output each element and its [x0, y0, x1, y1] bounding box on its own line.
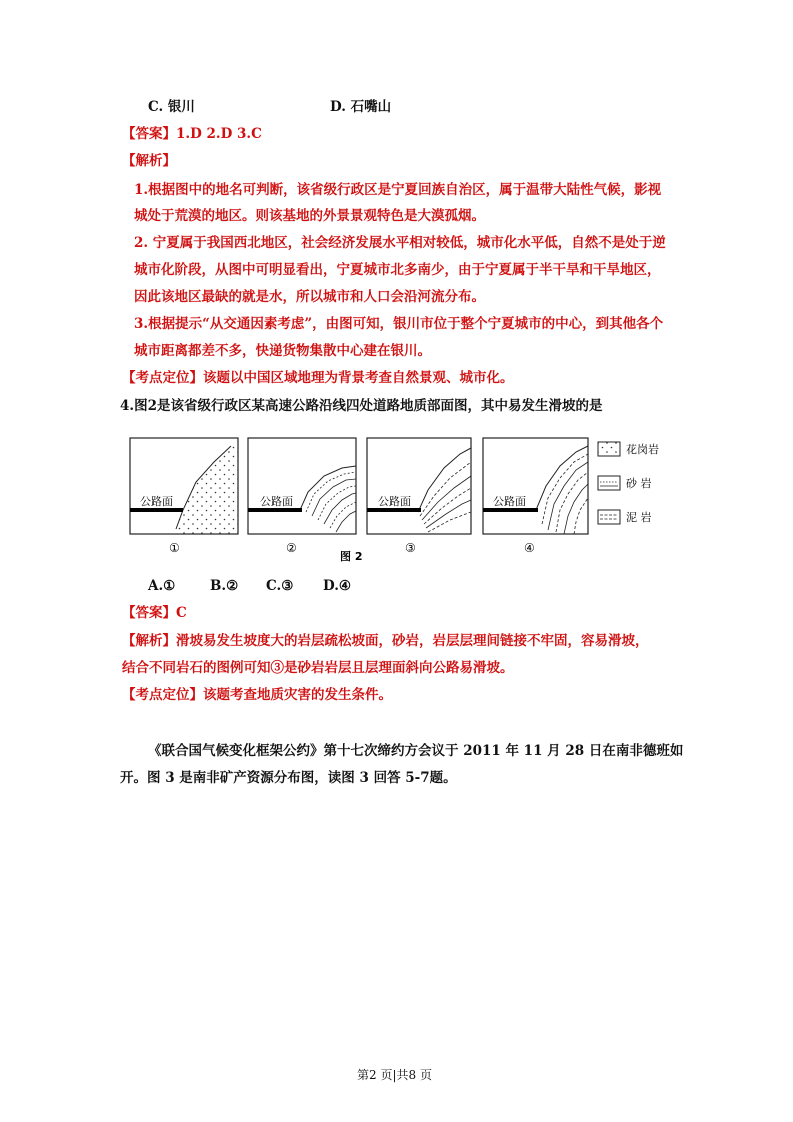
figure-caption: 图 2 [340, 550, 363, 563]
analysis-line: 城市距离都差不多，快递货物集散中心建在银川。 [134, 343, 431, 359]
legend-granite-swatch [598, 442, 620, 456]
panel-number: ③ [405, 541, 416, 555]
passage-line: 开。图 3 是南非矿产资源分布图，读图 3 回答 5-7题。 [120, 770, 457, 786]
kaodian-4: 【考点定位】该题考查地质灾害的发生条件。 [122, 687, 392, 703]
option-a: A.① [148, 578, 176, 594]
analysis-4: 【解析】滑坡易发生坡度大的岩层疏松坡面，砂岩，岩层层理间链接不牢固，容易滑坡， [122, 633, 649, 649]
section-panel-4 [483, 438, 588, 534]
panel-number: ④ [524, 541, 535, 555]
legend-granite: 花岗岩 [626, 443, 659, 456]
option-c: C. 银川 [148, 99, 195, 115]
option-b: B.② [210, 578, 239, 594]
legend-sandstone: 砂 岩 [626, 477, 652, 490]
legend-sandstone-swatch [598, 476, 620, 490]
analysis-line: 城市化阶段，从图中可明显看出，宁夏城市北多南少，由于宁夏属于半干旱和干旱地区， [134, 262, 661, 278]
road-label: 公路面 [378, 495, 411, 508]
road-label: 公路面 [260, 495, 293, 508]
option-d: D.④ [323, 578, 352, 594]
analysis-line: 2. 宁夏属于我国西北地区，社会经济发展水平相对较低，城市化水平低，自然不是处于逆 [134, 235, 666, 251]
analysis-4: 结合不同岩石的图例可知③是砂岩岩层且层理面斜向公路易滑坡。 [122, 660, 514, 676]
section-panel-3 [367, 438, 471, 534]
legend-mudstone-swatch [598, 510, 620, 524]
legend-mudstone: 泥 岩 [626, 511, 652, 524]
road-label: 公路面 [140, 495, 173, 508]
kaodian-1-3: 【考点定位】该题以中国区域地理为背景考查自然景观、城市化。 [122, 370, 514, 386]
road-label: 公路面 [493, 495, 526, 508]
figure-2 [128, 432, 688, 572]
analysis-line: 因此该地区最缺的就是水，所以城市和人口会沿河流分布。 [134, 289, 485, 305]
analysis-title: 【解析】 [122, 153, 176, 169]
option-d: D. 石嘴山 [330, 99, 392, 115]
panel-number: ② [286, 541, 297, 555]
passage-line: 《联合国气候变化框架公约》第十七次缔约方会议于 2011 年 11 月 28 日在南非德班如 [148, 743, 684, 759]
analysis-line: 1.根据图中的地名可判断，该省级行政区是宁夏回族自治区，属于温带大陆性气候，影视 [134, 182, 662, 198]
page-footer: 第2 页|共8 页 [357, 1068, 432, 1082]
analysis-line: 3.根据提示“从交通因素考虑”，由图可知，银川市位于整个宁夏城市的中心，到其他各个 [134, 316, 664, 332]
option-c: C.③ [266, 578, 294, 594]
section-panel-2 [248, 438, 356, 534]
legend [598, 442, 659, 524]
question-4-stem: 4.图2是该省级行政区某高速公路沿线四处道路地质部面图，其中易发生滑坡的是 [120, 398, 603, 414]
panel-number: ① [169, 541, 180, 555]
section-panel-1 [130, 438, 238, 534]
answer-1-3: 【答案】1.D 2.D 3.C [122, 126, 262, 142]
analysis-line: 城处于荒漠的地区。则该基地的外景景观特色是大漠孤烟。 [134, 208, 485, 224]
answer-4: 【答案】C [122, 605, 187, 621]
